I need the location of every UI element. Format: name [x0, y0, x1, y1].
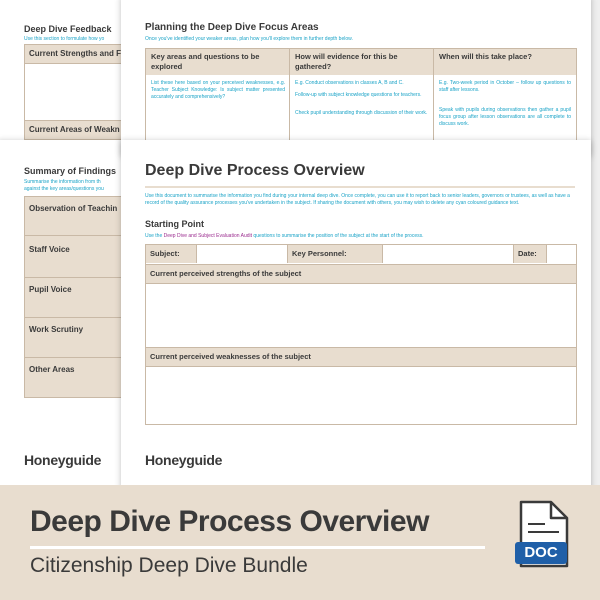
weaknesses-field[interactable]: [146, 367, 576, 424]
honeyguide-logo: Honeyguide: [145, 452, 223, 468]
findings-row-label: Observation of Teachin: [29, 204, 118, 213]
guidance-fragment: questions to summarise the position of the subject at the start of the process.: [252, 233, 424, 239]
overview-page: [121, 140, 591, 485]
guidance-text: List these here based on your perceived weaknesses, e.g. Teacher Subject Knowledge: Is subject matter presented accurately and comprehensively?: [151, 80, 285, 100]
findings-row-label: Work Scrutiny: [29, 325, 84, 334]
guidance-text: E.g. Two-week period in October – follow up questions to staff after lessons.: [439, 80, 571, 93]
key-personnel-field[interactable]: [383, 245, 513, 263]
page-title: Deep Dive Process Overview: [145, 162, 365, 179]
audit-link[interactable]: Deep Dive and Subject Evaluation Audit: [163, 233, 253, 239]
findings-row-label: Staff Voice: [29, 245, 70, 254]
doc-file-icon: [515, 500, 571, 572]
date-field[interactable]: [547, 245, 576, 263]
strengths-header: Current perceived strengths of the subject: [146, 264, 576, 284]
key-personnel-label: Key Personnel:: [287, 245, 383, 263]
weaknesses-header: Current perceived weaknesses of the subject: [146, 347, 576, 367]
title-underline: [145, 186, 575, 188]
section-heading: Starting Point: [145, 219, 204, 229]
planning-page: [121, 0, 591, 156]
subject-field[interactable]: [197, 245, 287, 263]
guidance-text: Summarise the information from th: [24, 179, 101, 185]
strengths-field[interactable]: [146, 284, 576, 346]
honeyguide-logo: Honeyguide: [24, 452, 102, 468]
guidance-text: Once you've identified your weaker areas, plan how you'll explore them in further depth below.: [145, 36, 353, 42]
column-header: How will evidence for this be gathered?: [295, 52, 398, 71]
date-label: Date:: [513, 245, 547, 263]
page-title: Summary of Findings: [24, 166, 117, 176]
guidance-text: Use this document to summarise the information you find during your internal deep dive. Once complete, you can use it to report back to senior leaders, governors or trustees, as well as have a record of the quality assurance processes you've undertaken in the subject. If sharing the document with others, you may wish to delete any cyan coloured guidance text.: [145, 193, 570, 206]
product-title: Deep Dive Process Overview: [30, 505, 429, 538]
product-subtitle: Citizenship Deep Dive Bundle: [30, 554, 308, 577]
starting-point-table: [145, 244, 577, 425]
column-header: When will this take place?: [439, 52, 532, 61]
findings-row-label: Pupil Voice: [29, 285, 72, 294]
guidance-text: E.g. Conduct observations in classes A, B and C.: [295, 80, 404, 86]
guidance-fragment: Use the: [145, 233, 164, 239]
page-title: Deep Dive Feedback: [24, 24, 112, 34]
findings-row-label: Other Areas: [29, 365, 75, 374]
guidance-text: against the key areas/questions you: [24, 186, 104, 192]
guidance-text: Use this section to formulate how yo: [24, 36, 105, 42]
weaknesses-header: Current Areas of Weakn: [24, 120, 148, 140]
strengths-header: Current Strengths and F: [24, 44, 148, 64]
page-title: Planning the Deep Dive Focus Areas: [145, 22, 319, 33]
guidance-text: Follow-up with subject knowledge questions for teachers.: [295, 92, 422, 98]
guidance-text: Check pupil understanding through discussion of their work.: [295, 110, 428, 116]
guidance-text: Speak with pupils during observations then gather a pupil focus group after lesson observations are all complete to discuss work.: [439, 107, 571, 127]
title-underline: [30, 546, 485, 549]
column-header: Key areas and questions to be explored: [151, 52, 260, 71]
guidance-text: [145, 233, 424, 239]
doc-badge-label: DOC: [524, 544, 558, 561]
subject-label: Subject:: [146, 245, 196, 263]
